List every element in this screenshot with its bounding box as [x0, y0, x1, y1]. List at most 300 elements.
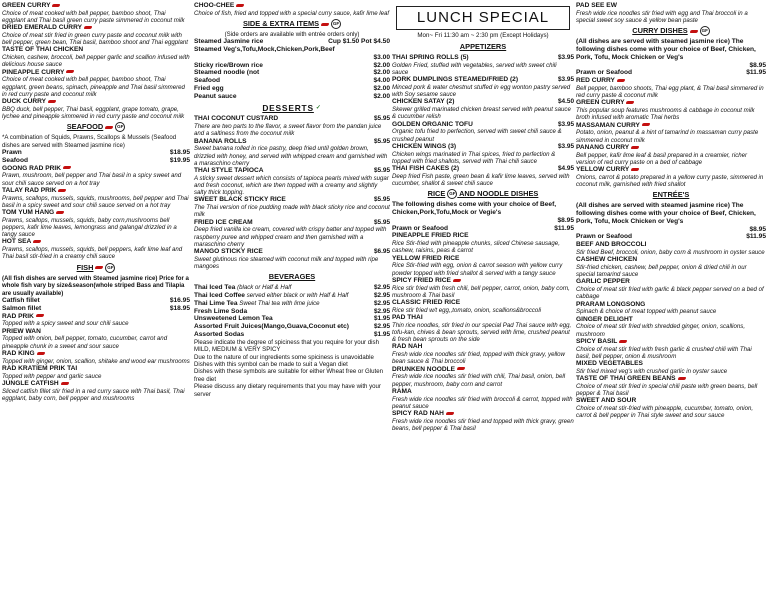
menu-item-name: YELLOW FRIED RICE — [392, 254, 460, 262]
menu-item-desc: Choice of meat cooked with bell pepper, bamboo shoot, Thai eggplant, green beans, spinach, pineapple and Thai basil simmered in red curry paste and coconut milk — [2, 76, 185, 98]
menu-item-price: $5.95 — [374, 218, 390, 226]
menu-item-title — [576, 166, 639, 174]
chili-pepper-icon — [105, 126, 113, 129]
menu-item-header — [576, 278, 766, 286]
menu-item-header — [194, 196, 390, 204]
menu-item-header — [194, 2, 390, 10]
chili-pepper-icon — [619, 340, 627, 343]
menu-item-header — [576, 397, 766, 405]
menu-item-header — [392, 121, 574, 129]
menu-item-header — [576, 375, 766, 383]
menu-item-desc: Choice of meat stir fried with fresh garlic & crushed chili with Thai basil, bell pepper, onion & mushroom — [576, 345, 752, 360]
seafood-items — [2, 165, 190, 261]
menu-item-desc: Sweet banana rolled in rice pastry, deep fried until golden brown, drizzled with honey, and served with whipped cream and garnished with a maraschino cherry — [194, 145, 388, 167]
menu-item-desc: Choice of meat stir fried in special chili paste with green beans, bell pepper & Thai basil — [576, 382, 758, 398]
menu-item-title — [576, 99, 634, 107]
menu-item-title — [392, 314, 423, 322]
menu-item-title — [194, 167, 263, 175]
menu-item-name: CLASSIC FRIED RICE — [392, 299, 461, 307]
menu-item-header — [392, 410, 574, 418]
menu-item-title — [576, 144, 639, 152]
beverage-title — [194, 300, 320, 308]
menu-item-price: $5.95 — [374, 167, 390, 175]
dietary-note: Due to the nature of our ingredients some spiciness is unavoidable — [194, 353, 374, 361]
menu-item-name: TALAY RAD PRIK — [2, 186, 57, 194]
beverage-name: Thai Lime Tea — [194, 299, 238, 307]
menu-item-name: GREEN CURRY — [576, 99, 625, 107]
chili-pepper-icon — [84, 26, 92, 29]
menu-item-title — [2, 350, 45, 358]
curry-specials-list — [2, 2, 190, 120]
vegan-leaf-icon: ✓ — [315, 105, 322, 112]
menu-item-title — [2, 2, 60, 10]
menu-item — [194, 167, 390, 196]
lunch-hours: Mon~ Fri 11:30 am ~ 2:30 pm (Except Holidays) — [417, 32, 549, 39]
beverage-price: $2.95 — [374, 284, 390, 292]
menu-item — [392, 410, 574, 432]
menu-item-name: PAD SEE EW — [576, 2, 617, 9]
menu-item-title — [2, 328, 41, 336]
menu-item — [2, 365, 190, 380]
fish-items — [2, 313, 190, 402]
entree-intro: (All dishes are served with steamed jasmine rice) The following dishes come with your choice of Beef, Chicken, Pork, Tofu, Mock Chicken or Veg's — [576, 202, 756, 225]
menu-item-name: TOM YUM HANG — [2, 209, 55, 217]
menu-item-header — [392, 255, 574, 263]
column-third — [392, 2, 574, 432]
menu-item-desc: Rice stir fried with fresh chili, bell pepper, carrot, onion, baby corn, mushroom & Thai basil — [392, 284, 570, 299]
side-price: $2.00 — [373, 61, 390, 69]
menu-item-header — [2, 328, 190, 336]
side-row — [194, 62, 390, 70]
menu-item-name: RAMA — [392, 387, 412, 395]
menu-item-desc: Thin rice noodles, stir fried in our special Pad Thai sauce with egg, tofu-kan, chives & bean sprouts, served with lime, crushed peanut & fresh bean sprouts on the side — [392, 321, 572, 344]
beverage-row — [194, 331, 390, 339]
menu-item-title — [392, 299, 460, 307]
rice-title: RICE — [427, 189, 446, 199]
menu-item-header — [576, 166, 766, 174]
beverage-price: $2.95 — [374, 307, 390, 315]
menu-item-title — [392, 54, 469, 62]
menu-item — [576, 77, 766, 99]
desserts-list — [194, 115, 390, 270]
menu-item-title — [2, 69, 74, 77]
pad-see-ew-item — [576, 2, 766, 24]
menu-item-name: PRARAM LONGSONG — [576, 300, 646, 308]
menu-item-name: SWEET AND SOUR — [576, 397, 637, 405]
menu-item-desc: Stir-fried chicken, cashew, bell pepper, onion & dried chili in our special tamarind sauce — [576, 264, 747, 279]
menu-item-name: RAD NAH — [392, 343, 423, 351]
menu-item-name: RAD PRIK — [2, 312, 34, 320]
chili-pepper-icon — [457, 367, 465, 370]
curry-heading — [576, 26, 766, 36]
beverage-price: $2.95 — [374, 299, 390, 307]
menu-item — [576, 301, 766, 316]
menu-item-name: PAD THAI — [392, 314, 423, 322]
menu-item-header — [2, 238, 190, 246]
menu-item-title — [392, 366, 465, 374]
menu-item — [576, 397, 766, 419]
menu-item — [2, 187, 190, 209]
menu-item-header — [2, 380, 190, 388]
menu-item — [2, 24, 190, 46]
lunch-special-banner — [396, 6, 570, 30]
curry-list — [576, 77, 766, 188]
menu-item-desc: Topped with onion, bell pepper, tomato, cucumber, carrot and pineapple chunk in a sweet and sour sauce — [2, 335, 168, 350]
menu-item-title — [2, 187, 66, 195]
chili-pepper-icon — [61, 382, 69, 385]
beverages-title: BEVERAGES — [268, 272, 316, 282]
side-row — [194, 77, 390, 85]
menu-item-title — [392, 388, 412, 396]
menu-item-price: $5.95 — [374, 196, 390, 204]
side-label: Steamed noodle (not — [194, 69, 260, 77]
menu-item-name: YELLOW CURRY — [576, 166, 630, 174]
beverage-note: (black or Half & Half — [237, 284, 292, 292]
menu-item — [194, 248, 390, 270]
menu-item-title — [576, 338, 627, 346]
menu-item-price: $5.95 — [374, 137, 390, 145]
menu-item-name: GOLDEN ORGANIC TOFU — [392, 120, 473, 128]
menu-item — [2, 313, 190, 328]
menu-item-desc: Choice of fish, fried and topped with a special curry sauce, kafir lime leaf — [194, 9, 390, 17]
menu-item-desc: Prawns, scallops, mussels, squids, baby corn,mushrooms bell peppers, kafir lime leaves, lemongrass and galangal drizzled in a tangy sauce — [2, 216, 177, 239]
price-label: Prawn or Seafood — [392, 224, 449, 232]
menu-item — [576, 278, 766, 300]
side-row — [194, 54, 390, 62]
menu-item-title — [2, 165, 71, 173]
seafood-title: SEAFOOD — [66, 122, 104, 132]
menu-item-name: SPICY BASIL — [576, 337, 618, 345]
beverage-name: Thai Iced Coffee — [194, 292, 245, 300]
menu-item — [392, 54, 574, 76]
beverage-row — [194, 284, 390, 292]
menu-item-header — [2, 69, 190, 77]
menu-item-header — [2, 2, 190, 10]
menu-item — [392, 98, 574, 120]
menu-item-name: BANANA ROLLS — [194, 137, 247, 145]
chili-pepper-icon — [642, 123, 650, 126]
price-row — [2, 157, 190, 165]
side-label: Seafood — [194, 77, 221, 85]
menu-item-desc: A sticky sweet dessert which consists of tapioca pearls mixed with sugar and fresh coconut, which are then topped with a creamy and slightly salty thick topping. — [194, 174, 389, 197]
menu-item-name: JUNGLE CATFISH — [2, 379, 59, 387]
side-label: Fried egg — [194, 85, 224, 93]
menu-item-name: CHICKEN SATAY (2) — [392, 98, 455, 106]
menu-item — [576, 360, 766, 375]
beverage-price: $2.95 — [374, 323, 390, 331]
entree-title: ENTRÉE'S — [652, 190, 690, 200]
menu-item-title — [194, 196, 286, 204]
menu-item-price: $3.95 — [558, 142, 574, 150]
menu-item-desc: Choice of meat stir fried with shredded ginger, onion, scallions, mushroom — [576, 323, 746, 338]
price-value: $18.95 — [169, 149, 190, 157]
beverages-list — [194, 284, 390, 339]
price-value: $11.95 — [554, 224, 574, 232]
gluten-free-icon: GF — [105, 263, 115, 273]
side-label: Sticky rice/Brown rice — [194, 61, 263, 69]
beverage-name: Unsweetened Lemon Tea — [194, 315, 273, 323]
menu-item-desc: There are two parts to the flavor, a sweet flavor from the pandan juice and a saltiness from the coconut milk — [194, 123, 382, 138]
beverage-note: Sweet Thai tea with lime juice — [239, 299, 320, 307]
menu-item-name: THAI SPRING ROLLS (5) — [392, 54, 469, 61]
menu-item — [392, 76, 574, 98]
menu-item-desc: Minced pork & water chestnut stuffed in egg wonton pastry served with Soy sesame sauce — [392, 84, 571, 99]
menu-item-header — [392, 277, 574, 285]
dietary-notes — [194, 339, 390, 398]
sides-list — [194, 38, 390, 100]
menu-item-header — [392, 388, 574, 396]
chili-pepper-icon — [446, 412, 454, 415]
side-price: $2.00 — [373, 69, 390, 77]
menu-item-title — [576, 278, 630, 286]
side-price: $3.00 — [373, 53, 390, 61]
menu-item-title — [576, 360, 643, 368]
menu-item-name: RAD KRATIEM PRIK TAI — [2, 364, 78, 372]
menu-item-desc: Bell pepper, bamboo shoots, Thai egg plant, & Thai basil simmered in red curry paste & coconut milk — [576, 85, 764, 100]
beverage-name: Thai Iced Tea — [194, 284, 236, 292]
menu-item-title — [392, 232, 469, 240]
menu-item-desc: Deep fried Fish paste, green bean & kafir lime leaves, served with cucumber, shallot & sweet chili sauce — [392, 172, 570, 188]
side-price: Cup $1.50 Pot $4.50 — [328, 38, 390, 46]
price-label: Salmon fillet — [2, 304, 42, 312]
dietary-note: Please indicate the degree of spiciness that you require for your dish MILD, MEDIUM & VERY SPICY — [194, 338, 379, 354]
menu-item-name: CHICKEN WINGS (3) — [392, 142, 457, 150]
menu-item-desc: Topped with ginger, onion, scallion, shitake and wood ear mushrooms — [2, 357, 190, 365]
choo-chee-item — [194, 2, 390, 17]
menu-item-title — [194, 138, 247, 146]
menu-item — [392, 277, 574, 299]
menu-item-title — [2, 380, 69, 388]
menu-item-name: MIXED VEGETABLES — [576, 360, 643, 368]
menu-item-desc: Onions, carrot & potato prepared in a yellow curry paste, simmered in coconut milk, garnished with fried shallot — [576, 173, 764, 189]
price-label: Seafood — [2, 156, 29, 164]
menu-item-title — [194, 219, 253, 227]
menu-item-header — [576, 316, 766, 324]
chili-pepper-icon — [631, 168, 639, 171]
menu-item-name: PINEAPPLE CURRY — [2, 68, 65, 76]
menu-item-desc: Golden Fried, stuffed with vegetables, served with sweet chili sauce — [392, 61, 557, 76]
menu-item-name: TASTE OF THAI GREEN BEANS — [576, 375, 676, 383]
menu-item-header — [576, 99, 766, 107]
menu-item-desc: BBQ duck, bell pepper, Thai basil, eggplant, grape tomato, grape, lychee and pineapple simmered in red curry paste and coconut milk — [2, 105, 185, 121]
menu-item-header — [392, 366, 574, 374]
menu-item — [194, 219, 390, 248]
menu-item-name: TASTE OF THAI CHICKEN — [2, 46, 84, 54]
price-value: $11.95 — [746, 69, 766, 77]
rice-noodle-list — [392, 232, 574, 432]
menu-item-desc: Fresh wide rice noodles stir fried, topped with thick gravy, yellow bean sauce & Thai broccoli — [392, 351, 565, 366]
menu-item-desc: Fresh wide rice noodles stir fried with chili, Thai basil, onion, bell pepper, mushroom, baby corn and carrot — [392, 373, 566, 388]
curry-title: CURRY DISHES — [632, 26, 688, 36]
price-row — [2, 149, 190, 157]
beverage-row — [194, 300, 390, 308]
menu-item-desc: Potato, onion, peanut & a hint of tamarind in massaman curry paste simmered in coconut milk — [576, 129, 759, 144]
menu-item-name: THAI COCONUT CUSTARD — [194, 115, 279, 123]
menu-item-title — [392, 255, 459, 263]
chili-pepper-icon — [95, 266, 103, 269]
menu-item-title — [576, 2, 617, 10]
menu-item-price: $4.50 — [558, 98, 574, 106]
menu-item — [392, 366, 574, 388]
menu-item-name: SWEET BLACK STICKY RICE — [194, 196, 286, 204]
beverage-title — [194, 284, 291, 292]
rice-prices — [392, 217, 574, 233]
beverage-title — [194, 308, 247, 316]
menu-item-header — [2, 165, 190, 173]
beverage-row — [194, 292, 390, 300]
beverage-row — [194, 308, 390, 316]
menu-item-title — [576, 316, 633, 324]
menu-item-desc: Topped with a spicy sweet and sour chili sauce — [2, 320, 129, 328]
menu-item-price: $3.95 — [558, 54, 574, 61]
gluten-free-icon: GF — [331, 19, 341, 29]
menu-item-name: GREEN CURRY — [2, 2, 51, 9]
price-row — [576, 69, 766, 77]
chili-pepper-icon — [48, 100, 56, 103]
menu-item-name: THAI STYLE TAPIOCA — [194, 167, 264, 175]
fish-title: FISH — [76, 262, 94, 272]
gluten-free-icon: GF — [447, 189, 457, 199]
menu-item-name: SPICY FRIED RICE — [392, 276, 451, 284]
menu-item — [194, 138, 390, 167]
menu-item-title — [392, 343, 422, 351]
gluten-free-icon: GF — [115, 122, 125, 132]
menu-item-name: THAI FISH CAKES (2) — [392, 165, 460, 173]
chili-pepper-icon — [236, 4, 244, 7]
menu-item-desc: Choice of meat cooked with bell pepper, bamboo shoot, Thai eggplant and Thai basil green curry paste simmered in coconut milk — [2, 9, 185, 24]
menu-item — [576, 2, 766, 24]
menu-item-name: PINEAPPLE FRIED RICE — [392, 232, 469, 240]
menu-item-header — [2, 24, 190, 32]
menu-item — [576, 122, 766, 144]
price-row — [576, 226, 766, 234]
menu-item-name: MANGO STICKY RICE — [194, 248, 263, 256]
menu-item-title — [392, 98, 454, 106]
menu-item-header — [2, 46, 190, 54]
menu-item-name: PRIEW WAN — [2, 327, 41, 335]
fish-heading — [2, 263, 190, 273]
chili-pepper-icon — [56, 211, 64, 214]
menu-item-header — [392, 314, 574, 322]
menu-item-header — [576, 360, 766, 368]
chili-pepper-icon — [678, 377, 686, 380]
chili-pepper-icon — [453, 279, 461, 282]
menu-item-title — [2, 238, 41, 246]
sides-note: (Side orders are available with entrée orders only) — [224, 31, 360, 39]
menu-item-header — [392, 343, 574, 351]
sides-title: SIDE & EXTRA ITEMS — [242, 19, 320, 28]
menu-item — [576, 316, 766, 338]
menu-item-name: DRIED EMERALD CURRY — [2, 24, 82, 32]
menu-item-header — [576, 256, 766, 264]
menu-item — [2, 165, 190, 187]
rice-intro: The following dishes come with your choice of Beef, Chicken,Pork,Tofu,Mock or Vegie's — [392, 201, 557, 217]
gluten-free-icon: GF — [700, 26, 710, 36]
beverage-price: $2.95 — [374, 292, 390, 300]
menu-item-title — [392, 121, 473, 129]
menu-item-title — [576, 256, 637, 264]
menu-item-header — [392, 232, 574, 240]
menu-item-name: PANANG CURRY — [576, 143, 630, 151]
side-row — [194, 69, 390, 77]
menu-item-desc: Rice Stir-fried with egg, onion & carrot season with yellow curry powder topped with fried shallot & served with a tangy sauce — [392, 262, 563, 277]
chili-pepper-icon — [626, 101, 634, 104]
menu-item-desc: Choice of meat stir fried in green curry paste and coconut milk with bell pepper, green bean, Thai basil, bamboo shoot and Thai eggplant — [2, 32, 188, 47]
menu-item — [576, 256, 766, 278]
menu-item-title — [2, 313, 44, 321]
menu-item-desc: Fresh wide rice noodles stir fried with broccoli & carrot, topped with peanut sauce — [392, 395, 573, 410]
menu-item — [392, 165, 574, 187]
beverage-row — [194, 315, 390, 323]
menu-item-price: $3.95 — [558, 120, 574, 128]
dietary-note: Please discuss any dietary requirements that you may have with your server — [194, 383, 381, 398]
menu-item-header — [576, 77, 766, 85]
menu-item-title — [576, 241, 646, 249]
menu-item — [576, 144, 766, 166]
menu-item-header — [194, 138, 390, 146]
seafood-intro: *A combination of Squids, Prawns, Scallops & Mussels (Seafood dishes are served with Steamed jasmine rice) — [2, 134, 177, 149]
sides-heading — [194, 19, 390, 29]
menu-item — [576, 166, 766, 188]
menu-item-title — [576, 375, 686, 383]
beverages-heading — [194, 272, 390, 282]
menu-item-price: $6.95 — [374, 248, 390, 256]
price-row — [576, 62, 766, 70]
menu-item-name: RAD KING — [2, 349, 35, 357]
menu-item-desc: Choice of meat stir fried with garlic & black pepper served on a bed of cabbage — [576, 286, 764, 301]
menu-item-title — [576, 397, 636, 405]
menu-item — [392, 121, 574, 143]
menu-item — [576, 99, 766, 121]
rice-noodle-heading — [392, 189, 574, 199]
menu-item — [194, 2, 390, 17]
side-row — [194, 93, 390, 101]
menu-item-header — [576, 122, 766, 130]
menu-item — [2, 69, 190, 98]
menu-item-title — [392, 143, 456, 151]
menu-item-desc: Prawns, scallops, mussels, squids, bell peppers, kafir lime leaf and Thai basil stir-fried in a creamy chili sauce — [2, 246, 183, 261]
menu-item-header — [576, 2, 766, 10]
menu-item-title — [2, 209, 64, 217]
menu-item-name: GARLIC PEPPER — [576, 278, 630, 286]
price-value: $16.95 — [169, 296, 190, 304]
menu-item-header — [392, 76, 574, 84]
desserts-title: DESSERTS — [262, 102, 314, 113]
menu-item-desc: Deep fried vanilla ice cream, covered with crispy batter and topped with raspberry puree and whipped cream and then garnished with a maraschino cherry — [194, 226, 387, 248]
menu-item — [2, 2, 190, 24]
column-second — [194, 2, 390, 398]
desserts-heading — [194, 103, 390, 114]
beverage-name: Assorted Sodas — [194, 331, 245, 339]
menu-item-header — [576, 338, 766, 346]
menu-item-name: GOONG RAD PRIK — [2, 164, 61, 172]
beverage-note: served either black or with Half & Half — [246, 292, 349, 300]
menu-item-header — [392, 143, 574, 151]
chili-pepper-icon — [690, 30, 698, 33]
menu-item-header — [2, 187, 190, 195]
beverage-name: Fresh Lime Soda — [194, 307, 248, 315]
menu-item — [392, 388, 574, 410]
menu-item — [2, 98, 190, 120]
menu-item-title — [392, 76, 518, 84]
price-value: $8.95 — [557, 216, 574, 224]
menu-item-header — [392, 165, 574, 173]
menu-item — [392, 255, 574, 277]
menu-item — [194, 196, 390, 218]
price-row — [392, 225, 574, 233]
chili-pepper-icon — [37, 352, 45, 355]
price-value: $18.95 — [169, 304, 190, 312]
